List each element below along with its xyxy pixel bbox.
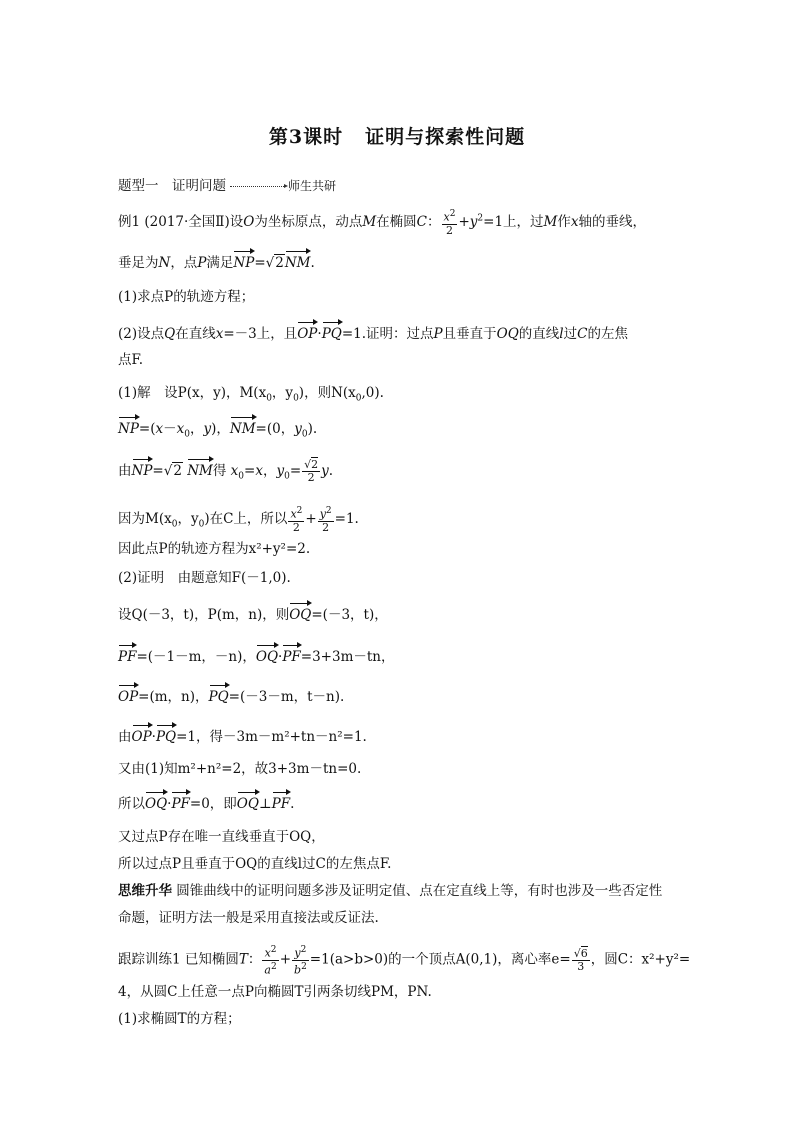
summary-line-1: 思维升华 圆锥曲线中的证明问题多涉及证明定值、点在定直线上等，有时也涉及一些否定性 bbox=[118, 883, 663, 899]
section-header bbox=[118, 174, 336, 194]
practice-label: 跟踪训练1 bbox=[118, 951, 181, 968]
solution-line-8: PF=(－1－m，－n)，OQ·PF=3+3m－tn， bbox=[118, 645, 395, 666]
solution-line-10: 由OP·PQ=1，得－3m－m²+tn－n²=1. bbox=[118, 725, 367, 746]
solution-line-13: 又过点P存在唯一直线垂直于OQ， bbox=[118, 829, 325, 845]
question-2-line-2: 点F. bbox=[118, 352, 144, 368]
question-2-line-1: (2)设点Q在直线x=－3上，且OP·PQ=1.证明：过点P且垂直于OQ的直线l过C的左焦 bbox=[118, 322, 628, 343]
example-line-1: 例1 (2017·全国Ⅱ)设O为坐标原点，动点M在椭圆C： $\frac{x^2}{2}$ $+y^2=1$上，过M作x轴的垂线， bbox=[118, 209, 646, 237]
section-tag: 师生共研 bbox=[288, 179, 337, 193]
summary-line-2: 命题，证明方法一般是采用直接法或反证法. bbox=[118, 910, 379, 926]
solution-line-11: 又由(1)知m²+n²=2，故3+3m－tn=0. bbox=[118, 761, 362, 777]
solution-line-9: OP=(m，n)，PQ=(－3－m，t－n). bbox=[118, 685, 344, 706]
summary-label: 思维升华 bbox=[118, 883, 172, 899]
lesson-number: 第3课时 bbox=[268, 126, 344, 148]
page-title bbox=[0, 122, 794, 149]
solution-line-3: 由NP=√2 NM得 $x_0=x$，$y_0=$ $\frac{√2}{2}$ y. bbox=[118, 458, 334, 484]
solution-line-14: 所以过点P且垂直于OQ的直线l过C的左焦点F. bbox=[118, 856, 392, 872]
practice-line-1: 跟踪训练1 已知椭圆T： $\frac{x^2}{a^2}$ + $\frac{y^2}{b^2}$ =1(a>b>0)的一个顶点A(0,1)，离心率e= $\frac{√6}{3}$ ，圆C：x²+y²= bbox=[118, 945, 691, 977]
solution-line-4: 因为$M(x_0$，$y_0$)在C上，所以 $\frac{x^2}{2}$ + $\frac{y^2}{2}$ =1. bbox=[118, 506, 359, 534]
solution-line-12: 所以OQ·PF=0，即OQ⊥PF. bbox=[118, 792, 294, 813]
solution-line-2: $NP=(x-x_0$，y)，NM=(0，$y_0$). bbox=[118, 417, 317, 444]
practice-line-3: (1)求椭圆T的方程； bbox=[118, 1011, 241, 1027]
question-1: (1)求点P的轨迹方程； bbox=[118, 289, 255, 305]
example-line-2: 垂足为N，点P满足NP=√2NM. bbox=[118, 251, 315, 272]
arrow-connector-icon bbox=[230, 186, 286, 187]
solution-line-7: 设Q(－3，t)，P(m，n)，则OQ=(－3，t)， bbox=[118, 603, 388, 624]
section-label: 题型一 证明问题 bbox=[118, 178, 226, 194]
lesson-topic: 证明与探索性问题 bbox=[365, 126, 526, 148]
solution-line-5: 因此点P的轨迹方程为x²+y²=2. bbox=[118, 541, 311, 557]
solution-line-1: (1)解 设P(x，y)，$M(x_0$，$y_0$)，则$N(x_0,0)$. bbox=[118, 385, 384, 404]
practice-line-2: 4，从圆C上任意一点P向椭圆T引两条切线PM，PN. bbox=[118, 984, 432, 1000]
solution-line-6: (2)证明 由题意知F(－1,0). bbox=[118, 570, 291, 586]
